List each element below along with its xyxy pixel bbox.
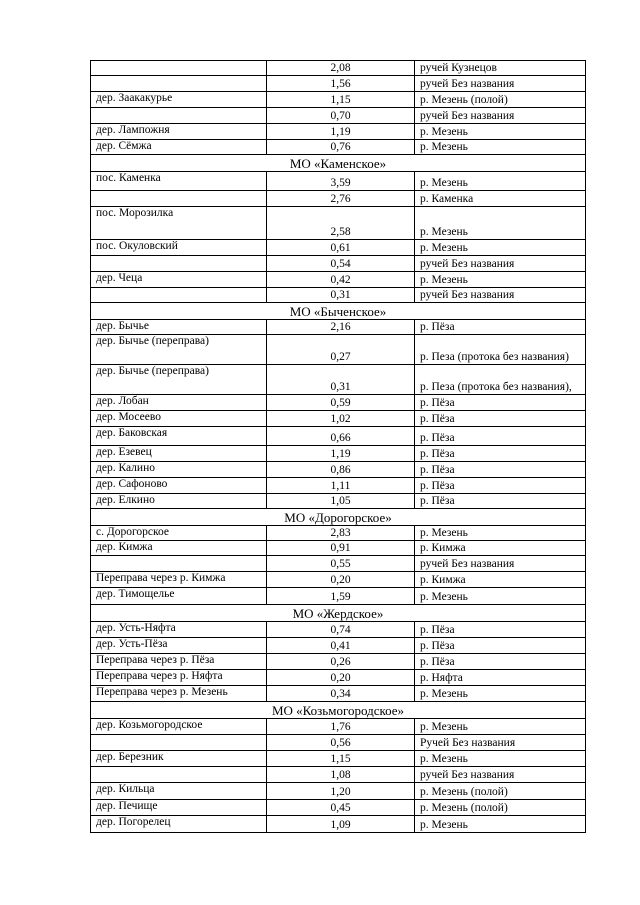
distance-cell: 1,19 [267, 446, 415, 462]
settlement-cell: пос. Каменка [91, 172, 267, 191]
settlement-cell: дер. Чеца [91, 272, 267, 288]
distance-cell: 1,05 [267, 494, 415, 509]
table-row [91, 654, 586, 670]
table-row [91, 556, 586, 572]
table-row [91, 124, 586, 140]
table-row [91, 288, 586, 303]
distance-cell: 1,59 [267, 588, 415, 605]
settlement-cell: дер. Козьмогородское [91, 719, 267, 735]
distance-cell: 2,58 [267, 207, 415, 240]
table-row [91, 76, 586, 92]
distance-cell: 1,15 [267, 92, 415, 108]
settlement-cell: Переправа через р. Кимжа [91, 572, 267, 588]
distance-cell: 0,54 [267, 256, 415, 272]
water-body-cell: р. Пёза [415, 395, 586, 411]
water-body-cell: р. Мезень [415, 719, 586, 735]
water-body-cell: р. Мезень [415, 240, 586, 256]
water-body-cell: ручей Без названия [415, 76, 586, 92]
water-body-cell: ручей Без названия [415, 256, 586, 272]
settlement-cell: Переправа через р. Пёза [91, 654, 267, 670]
table-row [91, 800, 586, 816]
distance-cell: 2,83 [267, 526, 415, 541]
table-row [91, 588, 586, 605]
distance-cell: 1,56 [267, 76, 415, 92]
table-row [91, 494, 586, 509]
settlement-cell: дер. Печище [91, 800, 267, 816]
settlement-cell [91, 256, 267, 272]
settlement-cell: дер. Калино [91, 462, 267, 478]
distance-cell: 0,26 [267, 654, 415, 670]
table-row [91, 207, 586, 240]
water-body-cell: р. Пеза (протока без названия), [415, 365, 586, 395]
water-body-cell: р. Пёза [415, 622, 586, 638]
settlements-table [90, 60, 586, 833]
settlement-cell: пос. Морозилка [91, 207, 267, 240]
table-row [91, 320, 586, 335]
table-row [91, 256, 586, 272]
settlement-cell: дер. Бычье [91, 320, 267, 335]
section-title: МО «Быченское» [91, 303, 586, 320]
table-row [91, 541, 586, 556]
water-body-cell: ручей Без названия [415, 556, 586, 572]
water-body-cell: р. Мезень [415, 207, 586, 240]
section-header-row [91, 605, 586, 622]
water-body-cell: р. Пёза [415, 411, 586, 427]
settlement-cell [91, 735, 267, 751]
distance-cell: 0,74 [267, 622, 415, 638]
table-row [91, 411, 586, 427]
water-body-cell: р. Пеза (протока без названия) [415, 335, 586, 365]
settlement-cell: дер. Елкино [91, 494, 267, 509]
distance-cell: 0,76 [267, 140, 415, 155]
distance-cell: 0,91 [267, 541, 415, 556]
settlement-cell [91, 108, 267, 124]
water-body-cell: р. Мезень [415, 124, 586, 140]
table-row [91, 670, 586, 686]
water-body-cell: р. Мезень [415, 751, 586, 767]
settlement-cell [91, 767, 267, 783]
table-row [91, 240, 586, 256]
table-row [91, 172, 586, 191]
table-row [91, 427, 586, 446]
settlement-cell: дер. Бычье (переправа) [91, 335, 267, 365]
distance-cell: 0,55 [267, 556, 415, 572]
water-body-cell: р. Пёза [415, 478, 586, 494]
water-body-cell: р. Пёза [415, 494, 586, 509]
distance-cell: 1,19 [267, 124, 415, 140]
distance-cell: 0,41 [267, 638, 415, 654]
water-body-cell: Ручей Без названия [415, 735, 586, 751]
table-body [91, 61, 586, 833]
settlement-cell [91, 61, 267, 76]
settlement-cell: дер. Березник [91, 751, 267, 767]
water-body-cell: р. Мезень [415, 816, 586, 833]
water-body-cell: р. Няфта [415, 670, 586, 686]
settlement-cell: дер. Лампожня [91, 124, 267, 140]
table-row [91, 767, 586, 783]
table-row [91, 335, 586, 365]
distance-cell: 1,02 [267, 411, 415, 427]
table-row [91, 638, 586, 654]
settlement-cell [91, 288, 267, 303]
distance-cell: 1,09 [267, 816, 415, 833]
settlement-cell: дер. Кильца [91, 783, 267, 800]
table-row [91, 395, 586, 411]
distance-cell: 2,16 [267, 320, 415, 335]
water-body-cell: р. Мезень [415, 272, 586, 288]
table-row [91, 272, 586, 288]
distance-cell: 0,20 [267, 670, 415, 686]
table-row [91, 446, 586, 462]
distance-cell: 0,70 [267, 108, 415, 124]
distance-cell: 0,31 [267, 288, 415, 303]
distance-cell: 0,27 [267, 335, 415, 365]
distance-cell: 0,86 [267, 462, 415, 478]
water-body-cell: ручей Кузнецов [415, 61, 586, 76]
settlement-cell: Переправа через р. Няфта [91, 670, 267, 686]
section-header-row [91, 303, 586, 320]
distance-cell: 0,66 [267, 427, 415, 446]
water-body-cell: р. Мезень [415, 172, 586, 191]
settlement-cell: Переправа через р. Мезень [91, 686, 267, 702]
water-body-cell: р. Мезень [415, 140, 586, 155]
water-body-cell: ручей Без названия [415, 767, 586, 783]
table-row [91, 572, 586, 588]
settlement-cell: дер. Сёмжа [91, 140, 267, 155]
settlement-cell: дер. Баковская [91, 427, 267, 446]
distance-cell: 0,34 [267, 686, 415, 702]
section-title: МО «Дорогорское» [91, 509, 586, 526]
water-body-cell: ручей Без названия [415, 288, 586, 303]
distance-cell: 0,56 [267, 735, 415, 751]
distance-cell: 0,59 [267, 395, 415, 411]
distance-cell: 0,20 [267, 572, 415, 588]
settlement-cell: дер. Бычье (переправа) [91, 365, 267, 395]
distance-cell: 0,42 [267, 272, 415, 288]
section-header-row [91, 509, 586, 526]
distance-cell: 0,61 [267, 240, 415, 256]
water-body-cell: р. Пёза [415, 462, 586, 478]
water-body-cell: р. Кимжа [415, 572, 586, 588]
settlement-cell [91, 191, 267, 207]
water-body-cell: р. Пёза [415, 638, 586, 654]
table-row [91, 816, 586, 833]
settlement-cell: дер. Усть-Пёза [91, 638, 267, 654]
water-body-cell: р. Мезень [415, 686, 586, 702]
distance-cell: 2,08 [267, 61, 415, 76]
water-body-cell: р. Пёза [415, 654, 586, 670]
settlement-cell: дер. Заакакурье [91, 92, 267, 108]
distance-cell: 1,76 [267, 719, 415, 735]
table-row [91, 719, 586, 735]
table-row [91, 751, 586, 767]
settlement-cell: дер. Езевец [91, 446, 267, 462]
settlement-cell: дер. Мосеево [91, 411, 267, 427]
table-row [91, 478, 586, 494]
water-body-cell: р. Мезень [415, 588, 586, 605]
section-header-row [91, 155, 586, 172]
table-row [91, 686, 586, 702]
distance-cell: 1,20 [267, 783, 415, 800]
water-body-cell: р. Мезень [415, 526, 586, 541]
water-body-cell: р. Кимжа [415, 541, 586, 556]
settlement-cell: дер. Кимжа [91, 541, 267, 556]
settlement-cell: дер. Погорелец [91, 816, 267, 833]
table-row [91, 365, 586, 395]
distance-cell: 1,08 [267, 767, 415, 783]
distance-cell: 2,76 [267, 191, 415, 207]
table-row [91, 783, 586, 800]
distance-cell: 1,15 [267, 751, 415, 767]
distance-cell: 1,11 [267, 478, 415, 494]
section-header-row [91, 702, 586, 719]
table-row [91, 462, 586, 478]
table-row [91, 92, 586, 108]
distance-cell: 0,45 [267, 800, 415, 816]
settlement-cell: с. Дорогорское [91, 526, 267, 541]
table-row [91, 622, 586, 638]
water-body-cell: ручей Без названия [415, 108, 586, 124]
section-title: МО «Каменское» [91, 155, 586, 172]
water-body-cell: р. Мезень (полой) [415, 92, 586, 108]
settlement-cell: дер. Тимощелье [91, 588, 267, 605]
water-body-cell: р. Пёза [415, 320, 586, 335]
settlement-cell [91, 76, 267, 92]
settlement-cell: дер. Сафоново [91, 478, 267, 494]
table-row [91, 108, 586, 124]
water-body-cell: р. Мезень (полой) [415, 783, 586, 800]
distance-cell: 0,31 [267, 365, 415, 395]
table-row [91, 191, 586, 207]
settlement-cell: дер. Усть-Няфта [91, 622, 267, 638]
settlement-cell [91, 556, 267, 572]
table-row [91, 735, 586, 751]
water-body-cell: р. Пёза [415, 446, 586, 462]
settlement-cell: дер. Лобан [91, 395, 267, 411]
distance-cell: 3,59 [267, 172, 415, 191]
section-title: МО «Жердское» [91, 605, 586, 622]
water-body-cell: р. Каменка [415, 191, 586, 207]
water-body-cell: р. Мезень (полой) [415, 800, 586, 816]
section-title: МО «Козьмогородское» [91, 702, 586, 719]
water-body-cell: р. Пёза [415, 427, 586, 446]
table-row [91, 526, 586, 541]
settlement-cell: пос. Окуловский [91, 240, 267, 256]
table-row [91, 140, 586, 155]
table-row [91, 61, 586, 76]
